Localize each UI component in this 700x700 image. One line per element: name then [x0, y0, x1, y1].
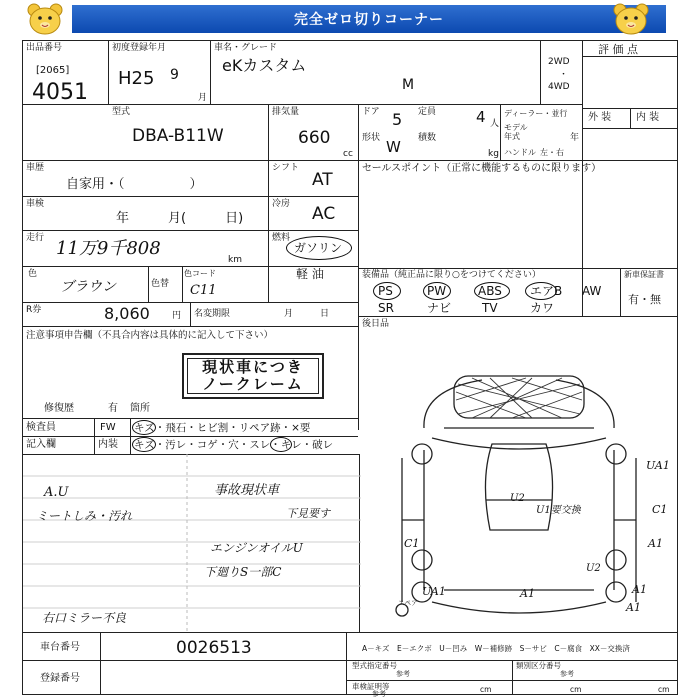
equip-abs: ABS	[478, 284, 502, 298]
dealer-label: ディーラー・並行	[504, 109, 568, 118]
mark-u1-replace: U1要交換	[536, 505, 581, 516]
handwritten-notes-area	[22, 454, 360, 632]
equipment-label: 装備品（純正品に限り○をつけてください）	[362, 270, 541, 280]
color-label: 色	[28, 269, 38, 279]
history-label: 車歴	[26, 163, 45, 173]
equip-aw: AW	[582, 284, 602, 298]
people-unit: 人	[490, 119, 500, 129]
doors-label: ドア	[362, 107, 380, 117]
km-unit: km	[228, 255, 242, 265]
capacity-value: 4	[476, 108, 486, 126]
equip-ps: PS	[378, 284, 393, 298]
aircon-value: AC	[312, 204, 336, 224]
stamp-line-2: ノークレーム	[202, 375, 304, 393]
handle-label: ハンドル	[504, 148, 536, 157]
fourwd-label: 4WD	[548, 82, 570, 92]
stamp-line-1: 現状車につき	[202, 357, 304, 376]
twowd-label: 2WD	[548, 57, 570, 67]
mark-ua1-bottom: UA1	[422, 585, 446, 598]
equip-navi: ナビ	[427, 301, 452, 315]
kg-unit: kg	[488, 149, 499, 159]
model-code: DBA-B11W	[132, 126, 224, 146]
chassis-number: 0026513	[176, 638, 252, 658]
displacement-label: 排気量	[272, 107, 300, 117]
spare-label: スペア	[398, 599, 418, 607]
lot-no-label: 出品番号	[26, 43, 63, 53]
type-spec-label: 型式指定番号	[352, 661, 397, 670]
car-name: eKカスタム	[222, 56, 307, 75]
mark-u2-rear: U2	[586, 563, 601, 574]
car-damage-diagram	[362, 340, 676, 630]
interior-label: 内 装	[636, 112, 660, 123]
entry-label: 記入欄	[26, 439, 56, 450]
shape-label: 形状	[362, 133, 381, 143]
page-title: 完全ゼロ切りコーナー	[294, 12, 444, 28]
name-change-date: 月 日	[284, 309, 330, 319]
handle-options: 左・右	[540, 148, 564, 157]
car-name-label: 車名・グレード	[214, 43, 278, 53]
warranty-options: 有・無	[628, 293, 661, 306]
reg-month: 9	[170, 67, 179, 83]
interior-items: キズ・汚レ・コゲ・穴・スレ・キレ・破レ	[134, 439, 334, 451]
aircon-label: 冷房	[272, 199, 291, 209]
fw-label: FW	[100, 422, 116, 433]
page-title-bar	[72, 5, 666, 33]
first-reg-label: 初度登録年月	[112, 43, 167, 53]
month-unit: 月	[198, 93, 208, 103]
note-au: A.U	[44, 485, 69, 500]
color-code-value: C11	[190, 283, 217, 298]
mark-ua1-top: UA1	[646, 459, 670, 472]
exterior-label: 外 装	[588, 112, 612, 123]
capacity-label: 定員	[418, 107, 437, 117]
fuel-gasoline: ガソリン	[294, 241, 343, 255]
year-unit: 年	[570, 133, 580, 143]
equip-pw: PW	[427, 284, 447, 298]
int-scratch-circle	[132, 437, 156, 452]
shaken-value: 年 月( 日)	[116, 211, 244, 226]
mark-a1-corner: A1	[626, 601, 641, 614]
color-change-label: 色替	[151, 279, 170, 289]
name-change-label: 名変期限	[194, 309, 231, 319]
mascot-bear-icon	[612, 2, 650, 36]
mileage-label: 走行	[26, 233, 45, 243]
fuel-label: 燃料	[272, 233, 291, 243]
cc-unit: cc	[343, 149, 353, 159]
cm-unit-1: cm	[480, 685, 492, 694]
yen-unit: 円	[172, 311, 182, 321]
equip-airbag: エアB	[530, 284, 563, 298]
no-claim-stamp	[182, 353, 324, 399]
caution-label: 注意事項申告欄（不具合内容は具体的に記入して下さい）	[26, 330, 274, 341]
inspector-label: 検査員	[26, 422, 56, 433]
cm-unit-3: cm	[658, 685, 670, 694]
lot-code: [2065]	[36, 65, 70, 76]
repair-history-label: 修復歴	[44, 403, 74, 414]
mark-c1-left: C1	[404, 537, 420, 550]
interior-check-label: 内装	[98, 439, 118, 450]
shape-value: W	[386, 138, 401, 156]
chassis-no-label: 車台番号	[40, 642, 80, 653]
rating-label: 評 価 点	[598, 43, 638, 56]
color-code-label: 色コード	[184, 269, 216, 278]
mark-a1-right: A1	[648, 537, 663, 550]
shaken-label: 車検	[26, 199, 45, 209]
equip-tv: TV	[482, 301, 498, 315]
displacement-value: 660	[298, 128, 331, 148]
fw-scratch-circle	[132, 420, 156, 435]
doors-value: 5	[392, 110, 403, 129]
equip-leather: カワ	[530, 301, 555, 315]
reg-cert-label: 車検証明等	[352, 682, 390, 691]
type-spec-ref: 参考	[396, 670, 410, 678]
model-year-label: モデル年式	[504, 123, 528, 141]
mileage-value: 11万9千808	[56, 238, 161, 259]
model-label: 型式	[112, 107, 131, 117]
sales-point-label: セールスポイント（正常に機能するものに限ります）	[362, 163, 602, 174]
note-underbody: 下廻りS一部C	[204, 565, 282, 579]
reg-no-label: 登録番号	[40, 673, 80, 684]
cm-unit-2: cm	[570, 685, 582, 694]
load-label: 積数	[418, 133, 437, 143]
note-preview: 下見要す	[286, 507, 330, 520]
note-seat-stain: ミートしみ・汚れ	[36, 509, 133, 523]
recycle-label: R券	[26, 305, 42, 315]
note-engine-oil: エンジンオイルU	[210, 541, 303, 555]
mark-c1-right: C1	[652, 503, 668, 516]
equip-sr: SR	[378, 301, 394, 315]
reg-year: H25	[118, 68, 155, 89]
transmission-value: AT	[312, 170, 333, 190]
new-warranty-label: 新車保証書	[624, 270, 664, 279]
mascot-bear-icon	[26, 2, 64, 36]
int-rub-circle	[270, 437, 292, 452]
note-mirror: 右口ミラー不良	[42, 611, 127, 625]
shift-label: シフト	[272, 163, 300, 173]
mark-a1-rear-right: A1	[632, 583, 647, 596]
later-day-label: 後日品	[362, 319, 390, 329]
damage-legend: A－キズ E－エクボ U－凹み W－補修跡 S－サビ C－腐食 XX－交換済	[362, 644, 630, 653]
mark-u2-left: U2	[510, 493, 525, 504]
mark-a1-rear: A1	[520, 587, 535, 600]
drive-dot: ・	[559, 70, 569, 80]
note-accident: 事故現状車	[214, 483, 280, 498]
fw-items: キズ・飛石・ヒビ割・リペア跡・×要	[134, 422, 311, 434]
recycle-value: 8,060	[104, 304, 150, 323]
lot-number: 4051	[32, 80, 88, 105]
grade: M	[402, 77, 415, 93]
category-ref: 参考	[560, 670, 574, 678]
reg-cert-ref: 参考	[372, 690, 386, 698]
fuel-diesel: 軽 油	[296, 267, 324, 281]
repair-yes: 有	[108, 403, 118, 414]
color-value: ブラウン	[60, 279, 116, 295]
category-no-label: 類別区分番号	[516, 661, 561, 670]
repair-place-label: 箇所	[130, 403, 150, 414]
history-value: 自家用・（ ）	[66, 177, 203, 192]
